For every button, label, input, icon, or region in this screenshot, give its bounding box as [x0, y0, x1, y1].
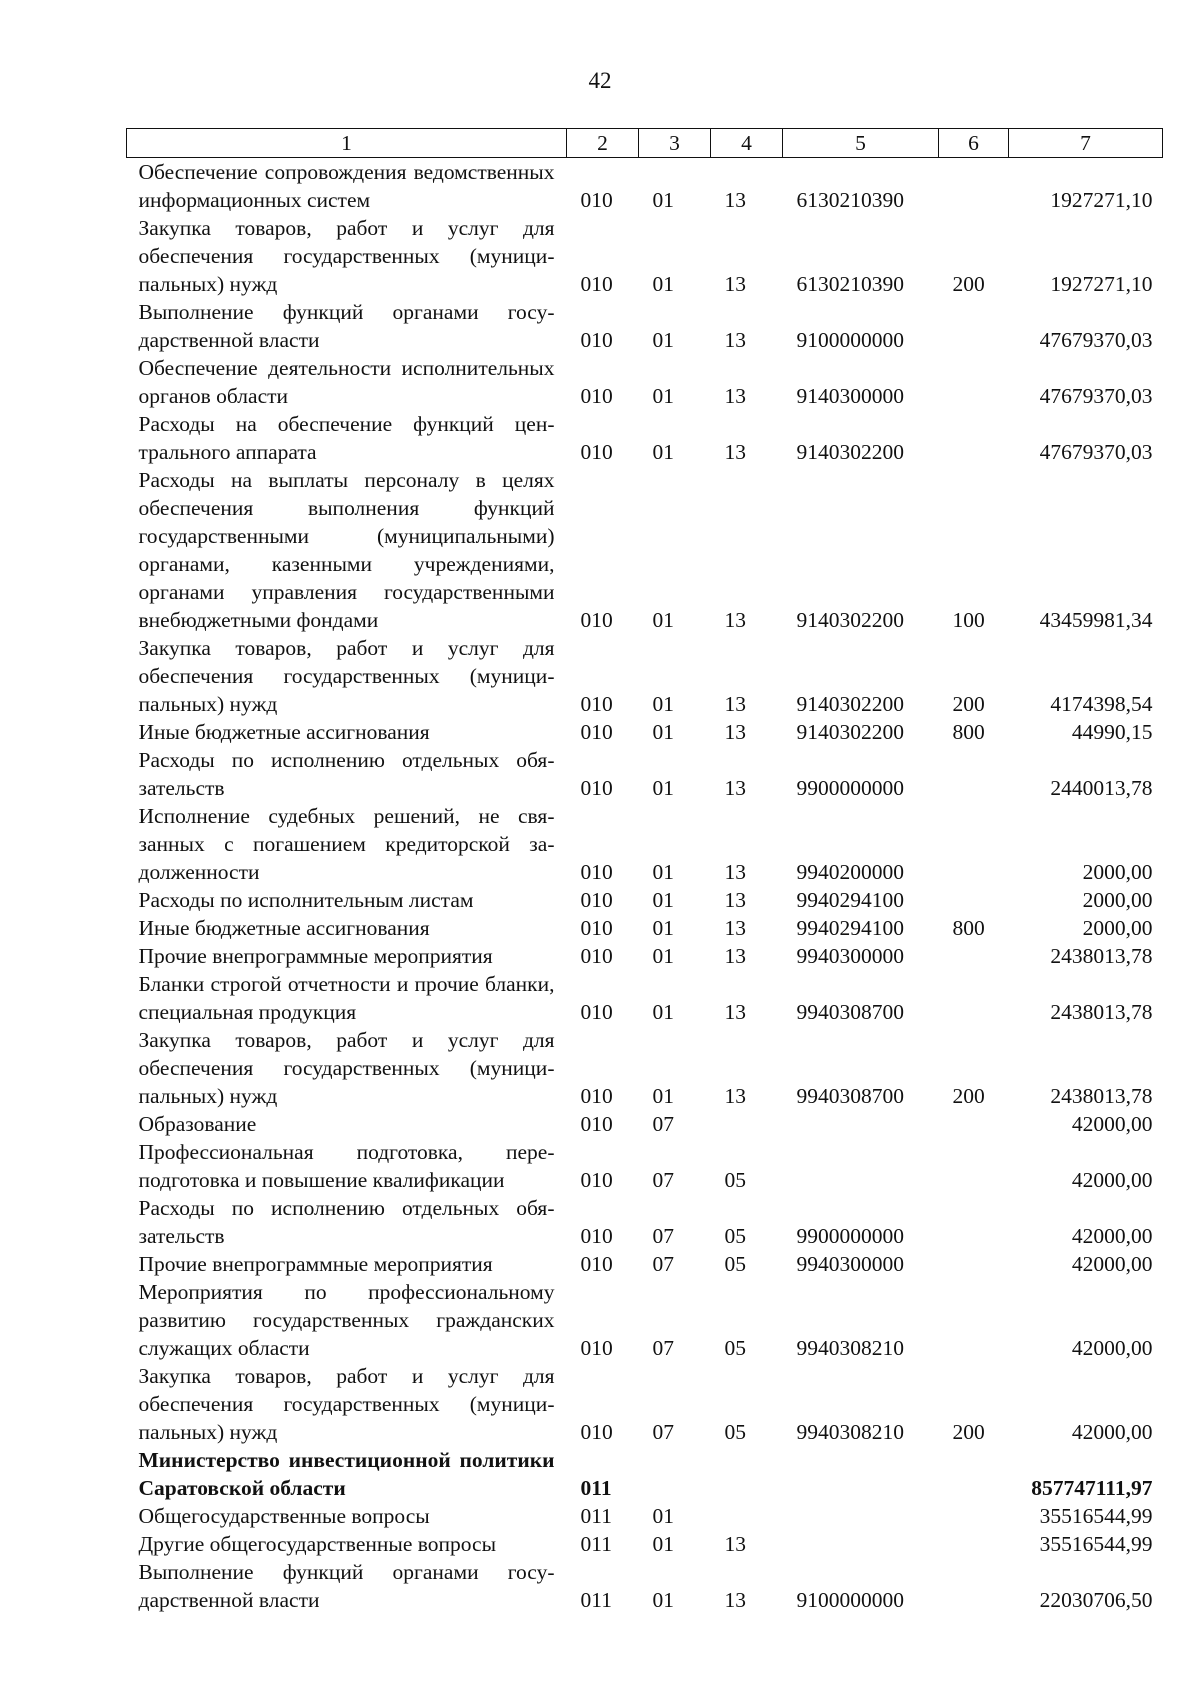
column-header-7: 7	[1009, 129, 1163, 158]
cell-administrator: 010	[580, 888, 613, 912]
cell-section: 01	[652, 1588, 674, 1612]
table-row	[127, 466, 1163, 634]
table-row	[127, 410, 1163, 466]
cell-expense-type	[939, 970, 1009, 1026]
row-name: Выполнение функций органами государственной власти	[138, 300, 555, 352]
cell-target-article: 9140302200	[796, 692, 904, 716]
row-name: Обеспечение деятельности исполнительных органов области	[138, 356, 555, 408]
table-row	[127, 354, 1163, 410]
cell-target-article: 9940300000	[796, 944, 904, 968]
cell-expense-type	[939, 886, 1009, 914]
cell-expense-type: 100	[952, 608, 985, 632]
cell-subsection: 13	[724, 944, 746, 968]
cell-amount: 22030706,50	[1039, 1588, 1153, 1612]
cell-expense-type	[939, 1530, 1009, 1558]
cell-administrator: 010	[580, 328, 613, 352]
cell-expense-type	[939, 1278, 1009, 1362]
cell-section: 01	[652, 860, 674, 884]
cell-section: 07	[652, 1336, 674, 1360]
cell-subsection: 13	[724, 776, 746, 800]
cell-subsection	[711, 1502, 783, 1530]
cell-section: 01	[652, 720, 674, 744]
cell-administrator: 010	[580, 1168, 613, 1192]
cell-target-article: 9940308700	[796, 1084, 904, 1108]
cell-amount: 47679370,03	[1039, 328, 1153, 352]
table-header	[127, 129, 1163, 158]
cell-section: 01	[652, 692, 674, 716]
cell-amount: 2440013,78	[1050, 776, 1153, 800]
cell-amount: 43459981,34	[1039, 608, 1153, 632]
cell-amount: 4174398,54	[1050, 692, 1153, 716]
cell-target-article: 9100000000	[796, 1588, 904, 1612]
cell-amount: 2438013,78	[1050, 944, 1153, 968]
cell-subsection: 13	[724, 272, 746, 296]
cell-section: 07	[652, 1420, 674, 1444]
cell-target-article: 9140302200	[796, 440, 904, 464]
cell-subsection: 13	[724, 1000, 746, 1024]
table-row	[127, 1558, 1163, 1614]
cell-amount: 2438013,78	[1050, 1084, 1153, 1108]
cell-target-article: 9900000000	[796, 1224, 904, 1248]
cell-expense-type: 200	[952, 272, 985, 296]
table-row	[127, 1194, 1163, 1250]
cell-subsection	[711, 1446, 783, 1502]
cell-target-article: 6130210390	[796, 272, 904, 296]
table-row	[127, 1110, 1163, 1138]
table-row	[127, 298, 1163, 354]
cell-expense-type	[939, 1138, 1009, 1194]
cell-expense-type	[939, 746, 1009, 802]
cell-amount: 42000,00	[1071, 1168, 1153, 1192]
cell-expense-type	[939, 410, 1009, 466]
cell-amount: 42000,00	[1071, 1252, 1153, 1276]
table-row	[127, 970, 1163, 1026]
row-name: Министерство инвестиционной политики Саратовской области	[138, 1448, 555, 1500]
cell-subsection: 13	[724, 916, 746, 940]
cell-target-article: 9900000000	[796, 776, 904, 800]
table-row	[127, 746, 1163, 802]
cell-administrator: 010	[580, 860, 613, 884]
cell-subsection: 13	[724, 384, 746, 408]
cell-target-article: 9940294100	[796, 888, 904, 912]
cell-amount: 35516544,99	[1039, 1532, 1153, 1556]
cell-administrator: 010	[580, 1084, 613, 1108]
table-row	[127, 1530, 1163, 1558]
cell-subsection	[711, 1110, 783, 1138]
cell-section: 07	[652, 1224, 674, 1248]
cell-administrator: 010	[580, 1224, 613, 1248]
row-name: Закупка товаров, работ и услуг для обеспечения государственных (муниципальных) нужд	[138, 636, 555, 716]
cell-section: 01	[652, 272, 674, 296]
cell-section: 01	[652, 1084, 674, 1108]
cell-subsection: 05	[724, 1168, 746, 1192]
row-name: Расходы на обеспечение функций центрального аппарата	[138, 412, 555, 464]
row-name: Закупка товаров, работ и услуг для обеспечения государственных (муниципальных) нужд	[138, 1028, 555, 1108]
table-row	[127, 214, 1163, 298]
table-row	[127, 886, 1163, 914]
cell-subsection: 13	[724, 440, 746, 464]
cell-target-article	[783, 1138, 939, 1194]
table-row	[127, 1138, 1163, 1194]
cell-administrator: 011	[580, 1588, 612, 1612]
row-name: Закупка товаров, работ и услуг для обеспечения государственных (муниципальных) нужд	[138, 216, 555, 296]
cell-expense-type	[939, 802, 1009, 886]
table-row	[127, 1362, 1163, 1446]
cell-expense-type	[939, 1558, 1009, 1614]
cell-target-article: 9940308210	[796, 1420, 904, 1444]
table-row	[127, 802, 1163, 886]
column-header-1: 1	[127, 129, 567, 158]
cell-section: 01	[652, 1504, 674, 1528]
cell-subsection: 05	[724, 1336, 746, 1360]
cell-target-article: 6130210390	[796, 188, 904, 212]
cell-expense-type	[939, 354, 1009, 410]
cell-expense-type: 200	[952, 692, 985, 716]
row-name: Прочие внепрограммные мероприятия	[138, 944, 493, 968]
row-name: Закупка товаров, работ и услуг для обеспечения государственных (муниципальных) нужд	[138, 1364, 555, 1444]
cell-administrator: 010	[580, 272, 613, 296]
cell-target-article	[783, 1446, 939, 1502]
cell-amount: 1927271,10	[1050, 188, 1153, 212]
cell-subsection: 13	[724, 328, 746, 352]
cell-amount: 1927271,10	[1050, 272, 1153, 296]
cell-amount: 2000,00	[1082, 860, 1153, 884]
cell-subsection: 13	[724, 1588, 746, 1612]
row-name: Прочие внепрограммные мероприятия	[138, 1252, 493, 1276]
cell-subsection: 13	[724, 1532, 746, 1556]
cell-administrator: 010	[580, 1000, 613, 1024]
cell-expense-type	[939, 1110, 1009, 1138]
cell-section: 01	[652, 944, 674, 968]
row-name: Выполнение функций органами государственной власти	[138, 1560, 555, 1612]
cell-administrator: 010	[580, 916, 613, 940]
table-row	[127, 1026, 1163, 1110]
cell-administrator: 010	[580, 944, 613, 968]
row-name: Расходы на выплаты персоналу в целях обеспечения выполнения функций государственными (муниципальными) органами, казенными учреждениями, органами управления государственными внебюджетными фондами	[138, 468, 555, 632]
table-row	[127, 942, 1163, 970]
cell-expense-type	[939, 1446, 1009, 1502]
cell-subsection: 05	[724, 1252, 746, 1276]
cell-target-article: 9940200000	[796, 860, 904, 884]
cell-section: 01	[652, 776, 674, 800]
table-row	[127, 1502, 1163, 1530]
cell-section: 01	[652, 1000, 674, 1024]
row-name: Бланки строгой отчетности и прочие бланки, специальная продукция	[138, 972, 555, 1024]
row-name: Расходы по исполнительным листам	[138, 888, 474, 912]
cell-amount: 47679370,03	[1039, 440, 1153, 464]
cell-amount: 44990,15	[1071, 720, 1153, 744]
cell-section: 07	[652, 1112, 674, 1136]
cell-subsection: 13	[724, 692, 746, 716]
cell-expense-type	[939, 298, 1009, 354]
cell-amount: 47679370,03	[1039, 384, 1153, 408]
column-header-3: 3	[639, 129, 711, 158]
row-name: Обеспечение сопровождения ведомственных информационных систем	[138, 160, 555, 212]
cell-section: 01	[652, 916, 674, 940]
cell-target-article: 9940300000	[796, 1252, 904, 1276]
cell-section	[639, 1446, 711, 1502]
cell-target-article: 9940308210	[796, 1336, 904, 1360]
column-header-4: 4	[711, 129, 783, 158]
row-name: Расходы по исполнению отдельных обязательств	[138, 1196, 555, 1248]
cell-subsection: 05	[724, 1420, 746, 1444]
cell-administrator: 011	[580, 1476, 612, 1500]
cell-section: 01	[652, 384, 674, 408]
cell-target-article: 9140302200	[796, 608, 904, 632]
cell-section: 01	[652, 608, 674, 632]
cell-administrator: 011	[580, 1532, 612, 1556]
cell-expense-type	[939, 1194, 1009, 1250]
cell-administrator: 010	[580, 692, 613, 716]
cell-amount: 42000,00	[1071, 1420, 1153, 1444]
cell-expense-type	[939, 1502, 1009, 1530]
row-name: Мероприятия по профессиональному развитию государственных гражданских служащих области	[138, 1280, 555, 1360]
cell-administrator: 010	[580, 608, 613, 632]
cell-section: 01	[652, 888, 674, 912]
cell-administrator: 010	[580, 440, 613, 464]
cell-expense-type	[939, 1250, 1009, 1278]
column-header-6: 6	[939, 129, 1009, 158]
cell-administrator: 010	[580, 1420, 613, 1444]
row-name: Иные бюджетные ассигнования	[138, 720, 430, 744]
cell-section: 07	[652, 1252, 674, 1276]
row-name: Расходы по исполнению отдельных обязательств	[138, 748, 555, 800]
cell-subsection: 13	[724, 608, 746, 632]
cell-amount: 35516544,99	[1039, 1504, 1153, 1528]
cell-subsection: 13	[724, 1084, 746, 1108]
table-row	[127, 1446, 1163, 1502]
cell-target-article	[783, 1110, 939, 1138]
table-row	[127, 1278, 1163, 1362]
cell-section: 01	[652, 1532, 674, 1556]
cell-administrator: 010	[580, 720, 613, 744]
cell-target-article	[783, 1502, 939, 1530]
cell-administrator: 010	[580, 776, 613, 800]
cell-amount: 42000,00	[1071, 1112, 1153, 1136]
row-name: Иные бюджетные ассигнования	[138, 916, 430, 940]
cell-administrator: 010	[580, 384, 613, 408]
cell-amount: 2000,00	[1082, 888, 1153, 912]
column-header-2: 2	[567, 129, 639, 158]
cell-administrator: 010	[580, 1252, 613, 1276]
cell-expense-type: 200	[952, 1420, 985, 1444]
cell-amount: 2000,00	[1082, 916, 1153, 940]
cell-administrator: 011	[580, 1504, 612, 1528]
column-header-5: 5	[783, 129, 939, 158]
row-name: Другие общегосударственные вопросы	[138, 1532, 497, 1556]
row-name: Профессиональная подготовка, переподготовка и повышение квалификации	[138, 1140, 555, 1192]
row-name: Образование	[138, 1112, 257, 1136]
cell-expense-type	[939, 158, 1009, 215]
cell-target-article: 9940294100	[796, 916, 904, 940]
cell-expense-type: 800	[952, 720, 985, 744]
cell-target-article: 9140300000	[796, 384, 904, 408]
cell-target-article	[783, 1530, 939, 1558]
cell-amount: 857747111,97	[1031, 1476, 1153, 1500]
table-row	[127, 718, 1163, 746]
table-body	[127, 158, 1163, 1615]
budget-table	[126, 128, 1163, 1614]
page-number: 42	[588, 68, 612, 93]
table-row	[127, 158, 1163, 215]
cell-section: 01	[652, 328, 674, 352]
cell-expense-type: 200	[952, 1084, 985, 1108]
table-row	[127, 914, 1163, 942]
cell-amount: 42000,00	[1071, 1336, 1153, 1360]
cell-subsection: 13	[724, 888, 746, 912]
cell-subsection: 05	[724, 1224, 746, 1248]
cell-amount: 2438013,78	[1050, 1000, 1153, 1024]
cell-amount: 42000,00	[1071, 1224, 1153, 1248]
cell-target-article: 9140302200	[796, 720, 904, 744]
cell-expense-type	[939, 942, 1009, 970]
cell-subsection: 13	[724, 188, 746, 212]
header-row	[127, 129, 1163, 158]
cell-section: 01	[652, 188, 674, 212]
row-name: Исполнение судебных решений, не связанных с погашением кредиторской задолженности	[138, 804, 555, 884]
cell-target-article: 9940308700	[796, 1000, 904, 1024]
cell-target-article: 9100000000	[796, 328, 904, 352]
cell-expense-type: 800	[952, 916, 985, 940]
cell-administrator: 010	[580, 1112, 613, 1136]
row-name: Общегосударственные вопросы	[138, 1504, 430, 1528]
cell-administrator: 010	[580, 188, 613, 212]
cell-subsection: 13	[724, 720, 746, 744]
cell-section: 01	[652, 440, 674, 464]
cell-subsection: 13	[724, 860, 746, 884]
table-row	[127, 1250, 1163, 1278]
cell-section: 07	[652, 1168, 674, 1192]
cell-administrator: 010	[580, 1336, 613, 1360]
table-row	[127, 634, 1163, 718]
